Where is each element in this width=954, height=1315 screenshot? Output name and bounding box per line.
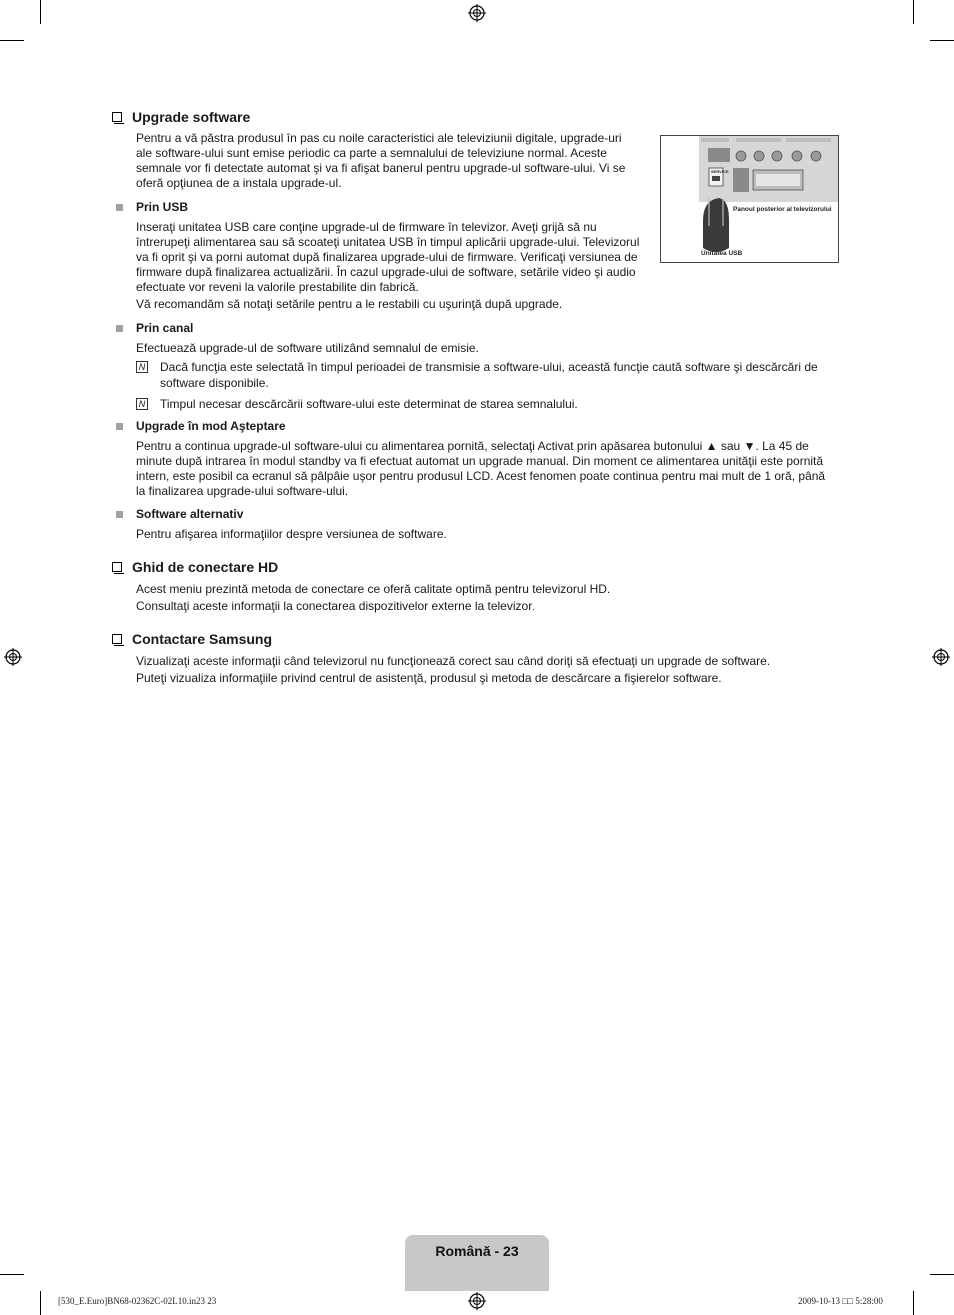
registration-mark-icon bbox=[468, 1292, 486, 1310]
tv-rear-panel-illustration bbox=[661, 136, 839, 263]
crop-mark bbox=[930, 1274, 954, 1275]
section-title-upgrade: Upgrade software bbox=[112, 109, 250, 125]
subsection-title-alternative: Software alternativ bbox=[116, 507, 243, 521]
square-bullet-icon bbox=[116, 204, 123, 211]
figure-port-label: SERVICE bbox=[711, 169, 729, 174]
crop-mark bbox=[930, 40, 954, 41]
crop-mark bbox=[913, 1291, 914, 1315]
channel-note-1: N Dacă funcţia este selectată în timpul perioadei de transmisie a software-ului, această funcţie caută software şi descărcări de software disponibile. bbox=[136, 359, 818, 391]
square-bullet-icon bbox=[116, 511, 123, 518]
note-icon: N bbox=[136, 361, 148, 373]
print-info-left: [530_E.Euro]BN68-02362C-02L10.in23 23 bbox=[58, 1296, 217, 1306]
print-info-right: 2009-10-13 □□ 5:28:00 bbox=[798, 1296, 883, 1306]
checkbox-bullet-icon bbox=[112, 112, 122, 122]
crop-mark bbox=[0, 40, 24, 41]
samsung-text: Vizualizaţi aceste informaţii când televizorul nu funcţionează corect sau când doriţi să efectuaţi un upgrade de software. Puteţi vizualiza informaţiile privind centrul de asistenţă, produsul şi metoda de descărcare a fişierelor software. bbox=[136, 654, 771, 685]
page-number: Română - 23 bbox=[435, 1243, 519, 1259]
note-icon: N bbox=[136, 398, 148, 410]
section-title-hd: Ghid de conectare HD bbox=[112, 559, 278, 575]
crop-mark bbox=[40, 0, 41, 24]
alternative-text: Pentru afişarea informaţiilor despre versiunea de software. bbox=[136, 527, 447, 541]
checkbox-bullet-icon bbox=[112, 562, 122, 572]
subsection-title-standby: Upgrade în mod Aşteptare bbox=[116, 419, 286, 433]
crop-mark bbox=[913, 0, 914, 24]
crop-mark bbox=[0, 1274, 24, 1275]
hd-text: Acest meniu prezintă metoda de conectare ce oferă calitate optimă pentru televizorul HD. Consultaţi aceste informaţii la conectarea dispozitivelor externe la televizor. bbox=[136, 582, 611, 613]
registration-mark-icon bbox=[468, 4, 486, 22]
checkbox-bullet-icon bbox=[112, 634, 122, 644]
square-bullet-icon bbox=[116, 423, 123, 430]
square-bullet-icon bbox=[116, 325, 123, 332]
registration-mark-icon bbox=[4, 648, 22, 666]
usb-connection-figure bbox=[660, 135, 839, 263]
channel-note-2: N Timpul necesar descărcării software-ului este determinat de starea semnalului. bbox=[136, 396, 578, 412]
channel-text: Efectuează upgrade-ul de software utilizând semnalul de emisie. bbox=[136, 341, 479, 355]
section-title-samsung: Contactare Samsung bbox=[112, 631, 272, 647]
figure-panel-label: Panoul posterior al televizorului bbox=[733, 206, 832, 213]
standby-text: Pentru a continua upgrade-ul software-ului cu alimentarea pornită, selectaţi Activat prin apăsarea butonului ▲ sau ▼. La 45 de minute după intrarea în modul standby va fi efectuat automat un upgrade manual. Din moment ce alimentarea unităţii este pornită intern, este posibil ca ecranul să pâlpâie uşor pentru produsul LCD. Acest fenomen poate continua pentru mai mult de 1 oră, până la finalizarea upgrade-ului software-ului. bbox=[136, 439, 826, 498]
upgrade-intro: Pentru a vă păstra produsul în pas cu noile caracteristici ale televiziunii digitale, upgrade-uri ale software-ului sunt emise periodic ca parte a semnalului de televiziune normal. Aceste semnale vor fi detectate automat şi va fi afişat banerul pentru upgrade-ul software-ului. Vi se oferă opţiunea de a instala upgrade-ul. bbox=[136, 131, 626, 190]
crop-mark bbox=[40, 1291, 41, 1315]
page-number-tab bbox=[405, 1235, 549, 1291]
figure-usb-label: Unitatea USB bbox=[701, 250, 743, 257]
subsection-title-channel: Prin canal bbox=[116, 321, 193, 335]
usb-text: Inseraţi unitatea USB care conţine upgrade-ul de firmware în televizor. Aveţi grijă să nu întrerupeţi alimentarea sau să scoateţi unitatea USB în timpul aplicării upgrade-ului. Televizorul va fi oprit şi va porni automat după finalizarea upgrade-ului de firmware. Verificaţi versiunea de firmware după finalizarea actualizării. În cazul upgrade-ului de software, setările video şi audio efectuate vor reveni la valorile prestabilite din fabrică. Vă recomandăm să notaţi setările pentru a le restabili cu uşurinţă după upgrade. bbox=[136, 220, 640, 311]
subsection-title-usb: Prin USB bbox=[116, 200, 188, 214]
registration-mark-icon bbox=[932, 648, 950, 666]
